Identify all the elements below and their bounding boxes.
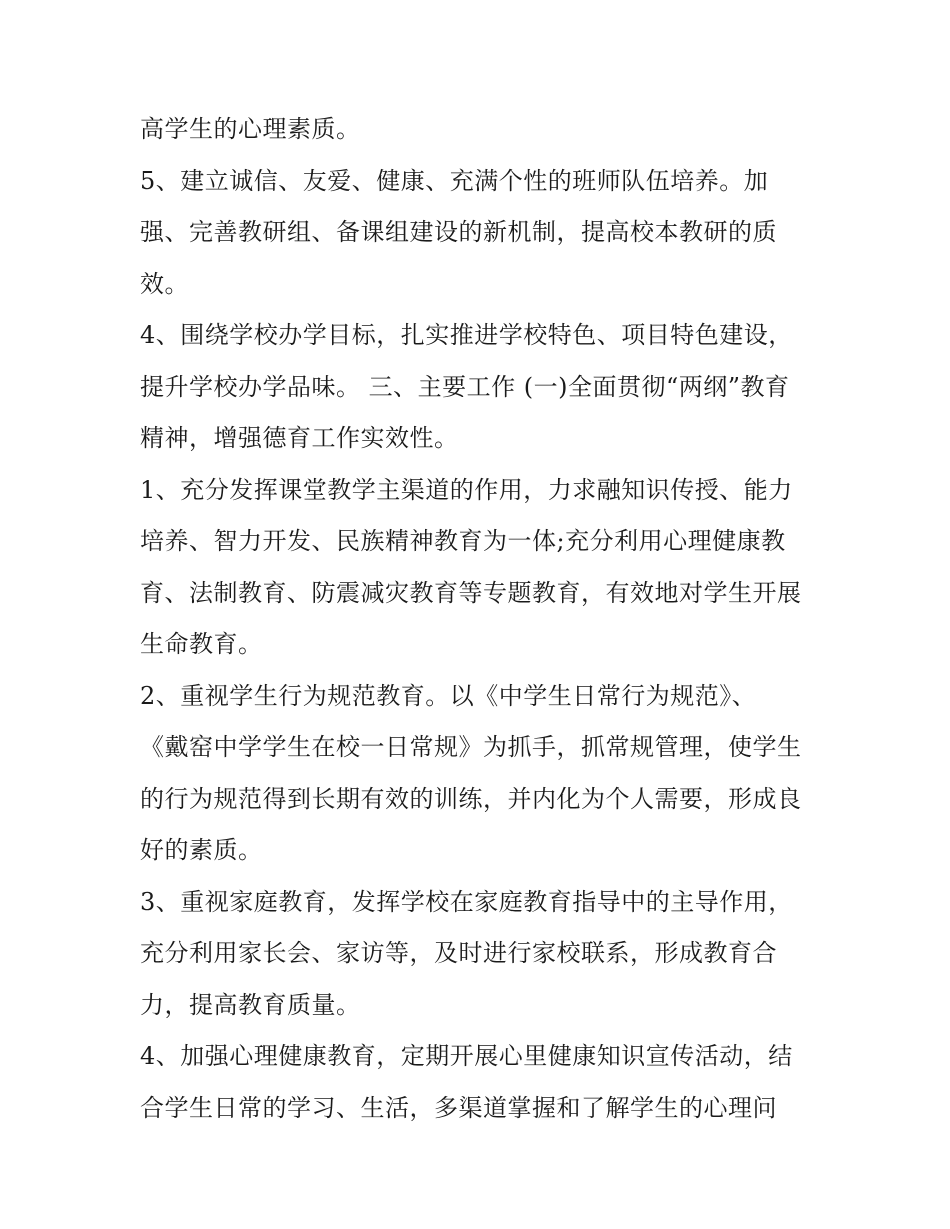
- text-line-18: 力，提高教育质量。: [140, 990, 361, 1019]
- text-line-2: 5、建立诚信、友爱、健康、充满个性的班师队伍培养。加: [140, 166, 769, 195]
- document-body: [140, 104, 830, 1134]
- text-line-17: 充分利用家长会、家访等，及时进行家校联系，形成教育合: [140, 939, 777, 967]
- text-line-6: 提升学校办学品味。 三、主要工作 (一)全面贯彻“两纲”教育: [140, 372, 790, 401]
- text-line-16: 3、重视家庭教育，发挥学校在家庭教育指导中的主导作用，: [140, 887, 793, 916]
- text-line-13: 《戴窑中学学生在校一日常规》为抓手，抓常规管理，使学生: [140, 733, 802, 761]
- text-line-8: 1、充分发挥课堂教学主渠道的作用，力求融知识传授、能力: [140, 475, 793, 504]
- text-line-11: 生命教育。: [140, 630, 263, 658]
- text-line-9: 培养、智力开发、民族精神教育为一体;充分利用心理健康教: [140, 527, 786, 555]
- text-line-15: 好的素质。: [140, 836, 263, 864]
- text-line-5: 4、围绕学校办学目标，扎实推进学校特色、项目特色建设，: [140, 321, 793, 349]
- text-line-12: 2、重视学生行为规范教育。以《中学生日常行为规范》、: [140, 681, 757, 710]
- text-line-3: 强、完善教研组、备课组建设的新机制，提高校本教研的质: [140, 218, 777, 246]
- text-line-19: 4、加强心理健康教育，定期开展心里健康知识宣传活动，结: [140, 1042, 793, 1070]
- text-line-20: 合学生日常的学习、生活，多渠道掌握和了解学生的心理问: [140, 1093, 777, 1122]
- text-line-10: 育、法制教育、防震减灾教育等专题教育，有效地对学生开展: [140, 578, 802, 607]
- text-line-14: 的行为规范得到长期有效的训练，并内化为个人需要，形成良: [140, 784, 802, 813]
- text-line-4: 效。: [140, 269, 189, 298]
- text-line-1: 高学生的心理素质。: [140, 115, 361, 143]
- text-line-7: 精神，增强德育工作实效性。: [140, 424, 459, 452]
